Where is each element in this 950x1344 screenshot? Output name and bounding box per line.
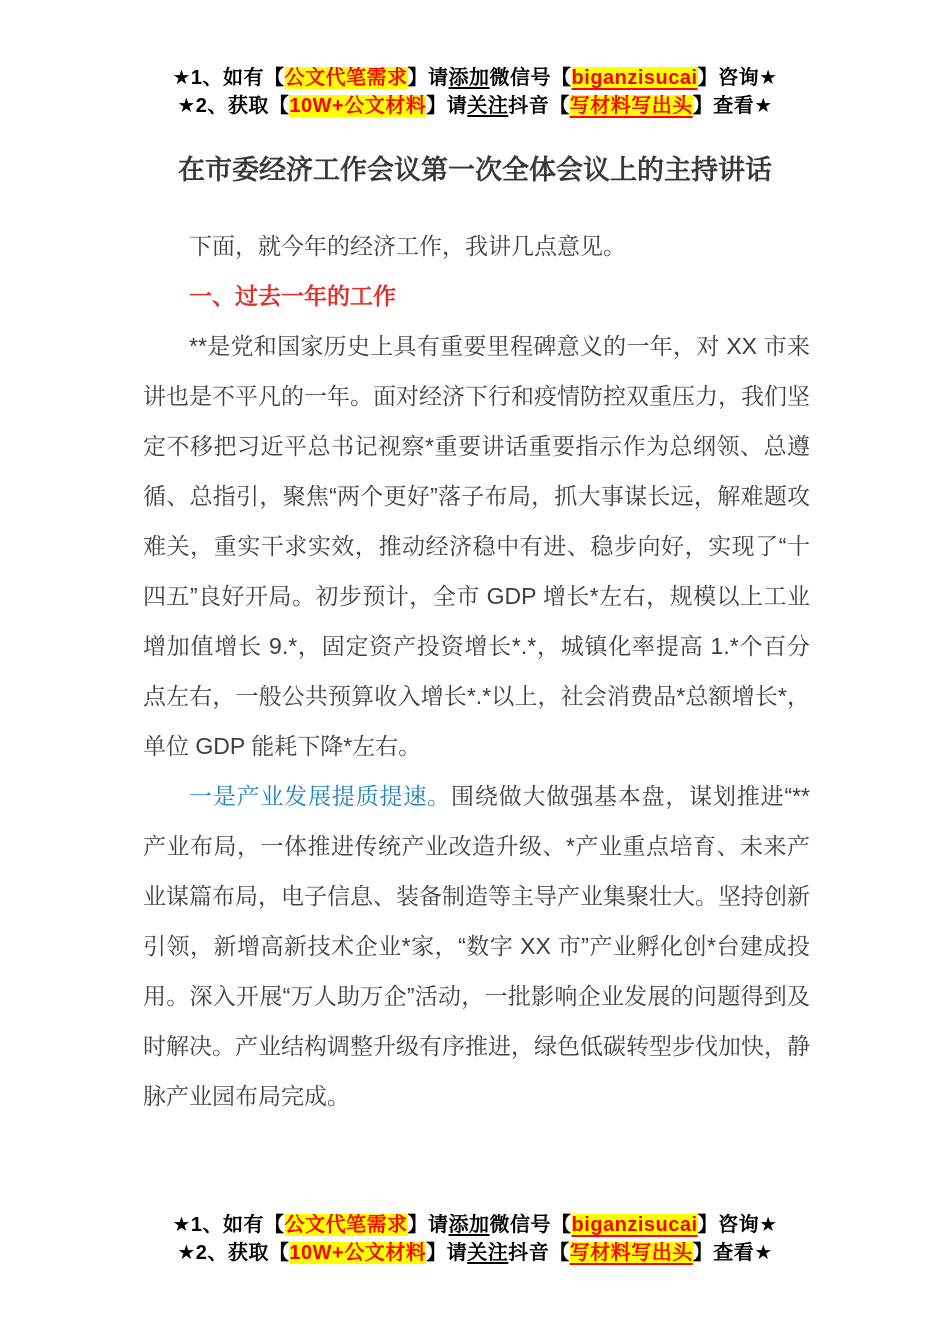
promo-segment: 】咨询★ xyxy=(697,1214,778,1236)
paragraph-industry-lead: 一是产业发展提质提速。 xyxy=(189,783,451,809)
promo-segment: 微信号【 xyxy=(489,67,572,89)
promo-bottom-line-1 xyxy=(0,1211,950,1239)
promo-segment: ★2、获取【 xyxy=(177,1242,290,1264)
document-title: 在市委经济工作会议第一次全体会议上的主持讲话 xyxy=(178,155,772,185)
promo-segment: ★2、获取【 xyxy=(177,95,290,117)
promo-segment: 关注 xyxy=(467,95,509,117)
paragraph-industry-text: 围绕做大做强基本盘，谋划推进“**产业布局，一体推进传统产业改造升级、*产业重点培育、未来产业谋篇布局，电子信息、装备制造等主导产业集聚壮大。坚持创新引领，新增高新技术企业*家，“数字 XX 市”产业孵化创*台建成投用。深入开展“万人助万企”活动，一批影响企业发展的问题得到及时解决。产业结构调整升级有序推进，绿色低碳转型步伐加快，静脉产业园布局完成。 xyxy=(143,783,811,1109)
promo-top-line-1 xyxy=(0,64,950,92)
promo-segment: 】查看★ xyxy=(692,1242,773,1264)
promo-segment: ★1、如有【 xyxy=(172,1214,285,1236)
promo-segment: 公文代笔需求 xyxy=(284,67,408,89)
promo-segment: 公文代笔需求 xyxy=(284,1214,408,1236)
promo-segment: 关注 xyxy=(467,1242,509,1264)
promo-segment: 】咨询★ xyxy=(697,67,778,89)
section-heading-past-year: 一、过去一年的工作 xyxy=(189,283,396,309)
promo-segment: ★1、如有【 xyxy=(172,67,285,89)
paragraph-intro: 下面，就今年的经济工作，我讲几点意见。 xyxy=(189,233,626,259)
promo-segment: 10W+公文材料 xyxy=(289,95,427,117)
promo-segment: 】请 xyxy=(426,1242,468,1264)
promo-segment: 添加 xyxy=(448,1214,490,1236)
promo-segment: 添加 xyxy=(448,67,490,89)
promo-segment: biganzisucai xyxy=(571,67,698,89)
promo-bottom-line-2 xyxy=(0,1239,950,1267)
paragraph-industry xyxy=(143,771,810,1121)
paragraph-year-review: **是党和国家历史上具有重要里程碑意义的一年，对 XX 市来讲也是不平凡的一年。面对经济下行和疫情防控双重压力，我们坚定不移把习近平总书记视察*重要讲话重要指示作为总纲领、总遵循、总指引，聚焦“两个更好”落子布局，抓大事谋长远，解难题攻难关，重实干求实效，推动经济稳中有进、稳步向好，实现了“十四五”良好开局。初步预计，全市 GDP 增长*左右，规模以上工业增加值增长 9.*，固定资产投资增长*.*，城镇化率提高 1.*个百分点左右，一般公共预算收入增长*.*以上，社会消费品*总额增长*，单位 GDP 能耗下降*左右。 xyxy=(143,333,810,759)
promo-segment: 抖音【 xyxy=(508,1242,570,1264)
document-body xyxy=(143,221,810,1121)
promo-segment: 写材料写出头 xyxy=(569,1242,693,1264)
promo-segment: 10W+公文材料 xyxy=(289,1242,427,1264)
promo-banner-top xyxy=(0,64,950,120)
promo-segment: 微信号【 xyxy=(489,1214,572,1236)
promo-segment: 】请 xyxy=(407,67,449,89)
promo-segment: 】请 xyxy=(407,1214,449,1236)
promo-segment: 写材料写出头 xyxy=(569,95,693,117)
promo-top-line-2 xyxy=(0,92,950,120)
promo-segment: 抖音【 xyxy=(508,95,570,117)
promo-segment: 】请 xyxy=(426,95,468,117)
promo-segment: 】查看★ xyxy=(692,95,773,117)
promo-banner-bottom xyxy=(0,1211,950,1267)
promo-segment: biganzisucai xyxy=(571,1214,698,1236)
